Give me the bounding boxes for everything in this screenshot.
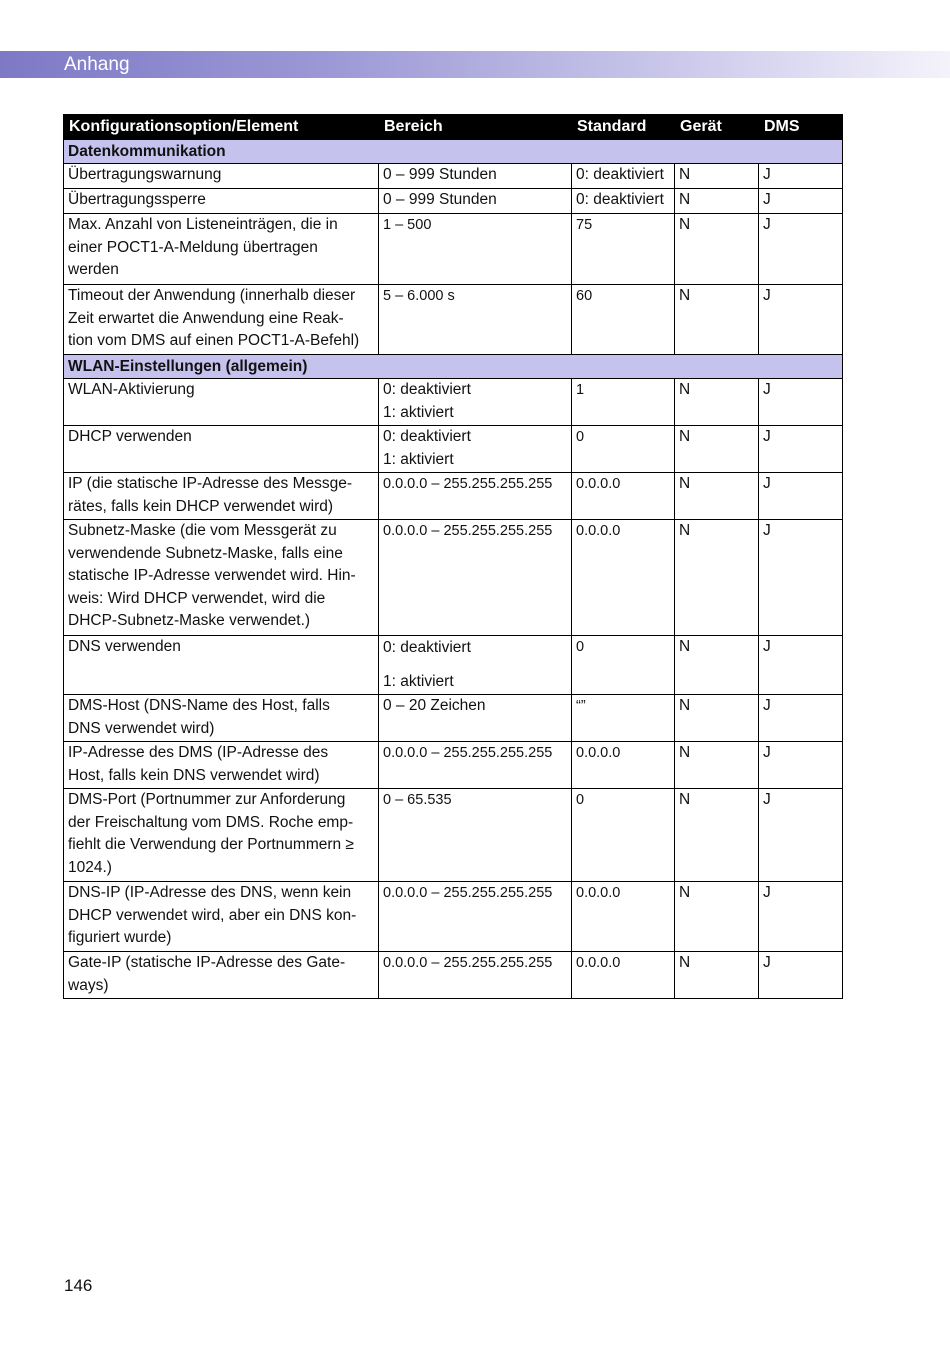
- section-title: WLAN-Einstellungen (allgemein): [64, 355, 843, 379]
- cell-option: DNS-IP (IP-Adresse des DNS, wenn kein DHCP verwendet wird, aber ein DNS kon- figuriert wurde): [64, 882, 379, 952]
- page-header-title: Anhang: [64, 54, 130, 75]
- column-header-default: Standard: [572, 115, 675, 140]
- table-row: [64, 164, 843, 189]
- cell-device: N: [675, 520, 759, 636]
- section-row: [64, 355, 843, 379]
- cell-device: N: [675, 189, 759, 214]
- cell-dms: J: [759, 214, 843, 285]
- cell-dms: J: [759, 742, 843, 789]
- cell-device: N: [675, 164, 759, 189]
- cell-device: N: [675, 473, 759, 520]
- cell-option: DNS verwenden: [64, 636, 379, 695]
- cell-option: DMS-Host (DNS-Name des Host, falls DNS verwendet wird): [64, 695, 379, 742]
- header-band: [0, 51, 950, 78]
- table-row: [64, 379, 843, 426]
- cell-option: Timeout der Anwendung (innerhalb dieser Zeit erwartet die Anwendung eine Reak- tion vom DMS auf einen POCT1-A-Befehl): [64, 285, 379, 355]
- section-row: [64, 140, 843, 164]
- cell-default: 0.0.0.0: [572, 520, 675, 636]
- cell-dms: J: [759, 426, 843, 473]
- table-row: [64, 520, 843, 636]
- cell-range: 5 – 6.000 s: [379, 285, 572, 355]
- cell-default: 0: [572, 426, 675, 473]
- cell-option: Übertragungssperre: [64, 189, 379, 214]
- table-row: [64, 426, 843, 473]
- cell-range: 0 – 65.535: [379, 789, 572, 882]
- cell-default: 0: [572, 636, 675, 695]
- cell-option: Subnetz-Maske (die vom Messgerät zu verwendende Subnetz-Maske, falls eine statische IP-Adresse verwendet wird. Hin- weis: Wird DHCP verwendet, wird die DHCP-Subnetz-Maske verwendet.): [64, 520, 379, 636]
- cell-default: 0.0.0.0: [572, 742, 675, 789]
- configuration-table: [63, 114, 843, 999]
- cell-range: 0 – 999 Stunden: [379, 164, 572, 189]
- cell-default: 0.0.0.0: [572, 473, 675, 520]
- table-row: [64, 695, 843, 742]
- table-row: [64, 742, 843, 789]
- cell-dms: J: [759, 520, 843, 636]
- cell-option: IP-Adresse des DMS (IP-Adresse des Host, falls kein DNS verwendet wird): [64, 742, 379, 789]
- table-row: [64, 214, 843, 285]
- cell-dms: J: [759, 636, 843, 695]
- cell-range: 0 – 20 Zeichen: [379, 695, 572, 742]
- cell-dms: J: [759, 285, 843, 355]
- cell-default: 60: [572, 285, 675, 355]
- cell-range: 0.0.0.0 – 255.255.255.255: [379, 520, 572, 636]
- cell-dms: J: [759, 952, 843, 999]
- table-row: [64, 473, 843, 520]
- cell-option: WLAN-Aktivierung: [64, 379, 379, 426]
- table-row: [64, 882, 843, 952]
- cell-option: Max. Anzahl von Listeneinträgen, die in einer POCT1-A-Meldung übertragen werden: [64, 214, 379, 285]
- cell-default: 0.0.0.0: [572, 882, 675, 952]
- table-row: [64, 636, 843, 695]
- table-row: [64, 789, 843, 882]
- page-number: 146: [64, 1276, 93, 1295]
- cell-dms: J: [759, 882, 843, 952]
- cell-dms: J: [759, 789, 843, 882]
- cell-device: N: [675, 882, 759, 952]
- cell-device: N: [675, 636, 759, 695]
- cell-default: 1: [572, 379, 675, 426]
- cell-range: 0.0.0.0 – 255.255.255.255: [379, 952, 572, 999]
- cell-device: N: [675, 695, 759, 742]
- cell-device: N: [675, 426, 759, 473]
- cell-dms: J: [759, 189, 843, 214]
- cell-default: 0.0.0.0: [572, 952, 675, 999]
- cell-dms: J: [759, 379, 843, 426]
- table-header-row: [64, 115, 843, 140]
- cell-default: “”: [572, 695, 675, 742]
- cell-range: 0: deaktiviert 1: aktiviert: [379, 379, 572, 426]
- cell-range: 0.0.0.0 – 255.255.255.255: [379, 473, 572, 520]
- column-header-range: Bereich: [379, 115, 572, 140]
- cell-device: N: [675, 214, 759, 285]
- cell-range: 0 – 999 Stunden: [379, 189, 572, 214]
- cell-device: N: [675, 952, 759, 999]
- cell-device: N: [675, 742, 759, 789]
- cell-dms: J: [759, 473, 843, 520]
- table-row: [64, 952, 843, 999]
- cell-device: N: [675, 789, 759, 882]
- cell-device: N: [675, 285, 759, 355]
- cell-range: 0.0.0.0 – 255.255.255.255: [379, 882, 572, 952]
- cell-option: Übertragungswarnung: [64, 164, 379, 189]
- section-title: Datenkommunikation: [64, 140, 843, 164]
- cell-default: 0: deaktiviert: [572, 189, 675, 214]
- cell-default: 0: deaktiviert: [572, 164, 675, 189]
- cell-default: 0: [572, 789, 675, 882]
- cell-default: 75: [572, 214, 675, 285]
- column-header-option: Konfigurationsoption/Element: [64, 115, 379, 140]
- cell-option: Gate-IP (statische IP-Adresse des Gate- ways): [64, 952, 379, 999]
- cell-dms: J: [759, 164, 843, 189]
- cell-option: DHCP verwenden: [64, 426, 379, 473]
- column-header-device: Gerät: [675, 115, 759, 140]
- cell-range: 0: deaktiviert 1: aktiviert: [379, 636, 572, 695]
- cell-range: 1 – 500: [379, 214, 572, 285]
- cell-option: DMS-Port (Portnummer zur Anforderung der Freischaltung vom DMS. Roche emp- fiehlt die Verwendung der Portnummern ≥ 1024.): [64, 789, 379, 882]
- cell-dms: J: [759, 695, 843, 742]
- table-row: [64, 189, 843, 214]
- table-row: [64, 285, 843, 355]
- column-header-dms: DMS: [759, 115, 843, 140]
- cell-range: 0: deaktiviert 1: aktiviert: [379, 426, 572, 473]
- cell-range: 0.0.0.0 – 255.255.255.255: [379, 742, 572, 789]
- cell-device: N: [675, 379, 759, 426]
- cell-option: IP (die statische IP-Adresse des Messge- rätes, falls kein DHCP verwendet wird): [64, 473, 379, 520]
